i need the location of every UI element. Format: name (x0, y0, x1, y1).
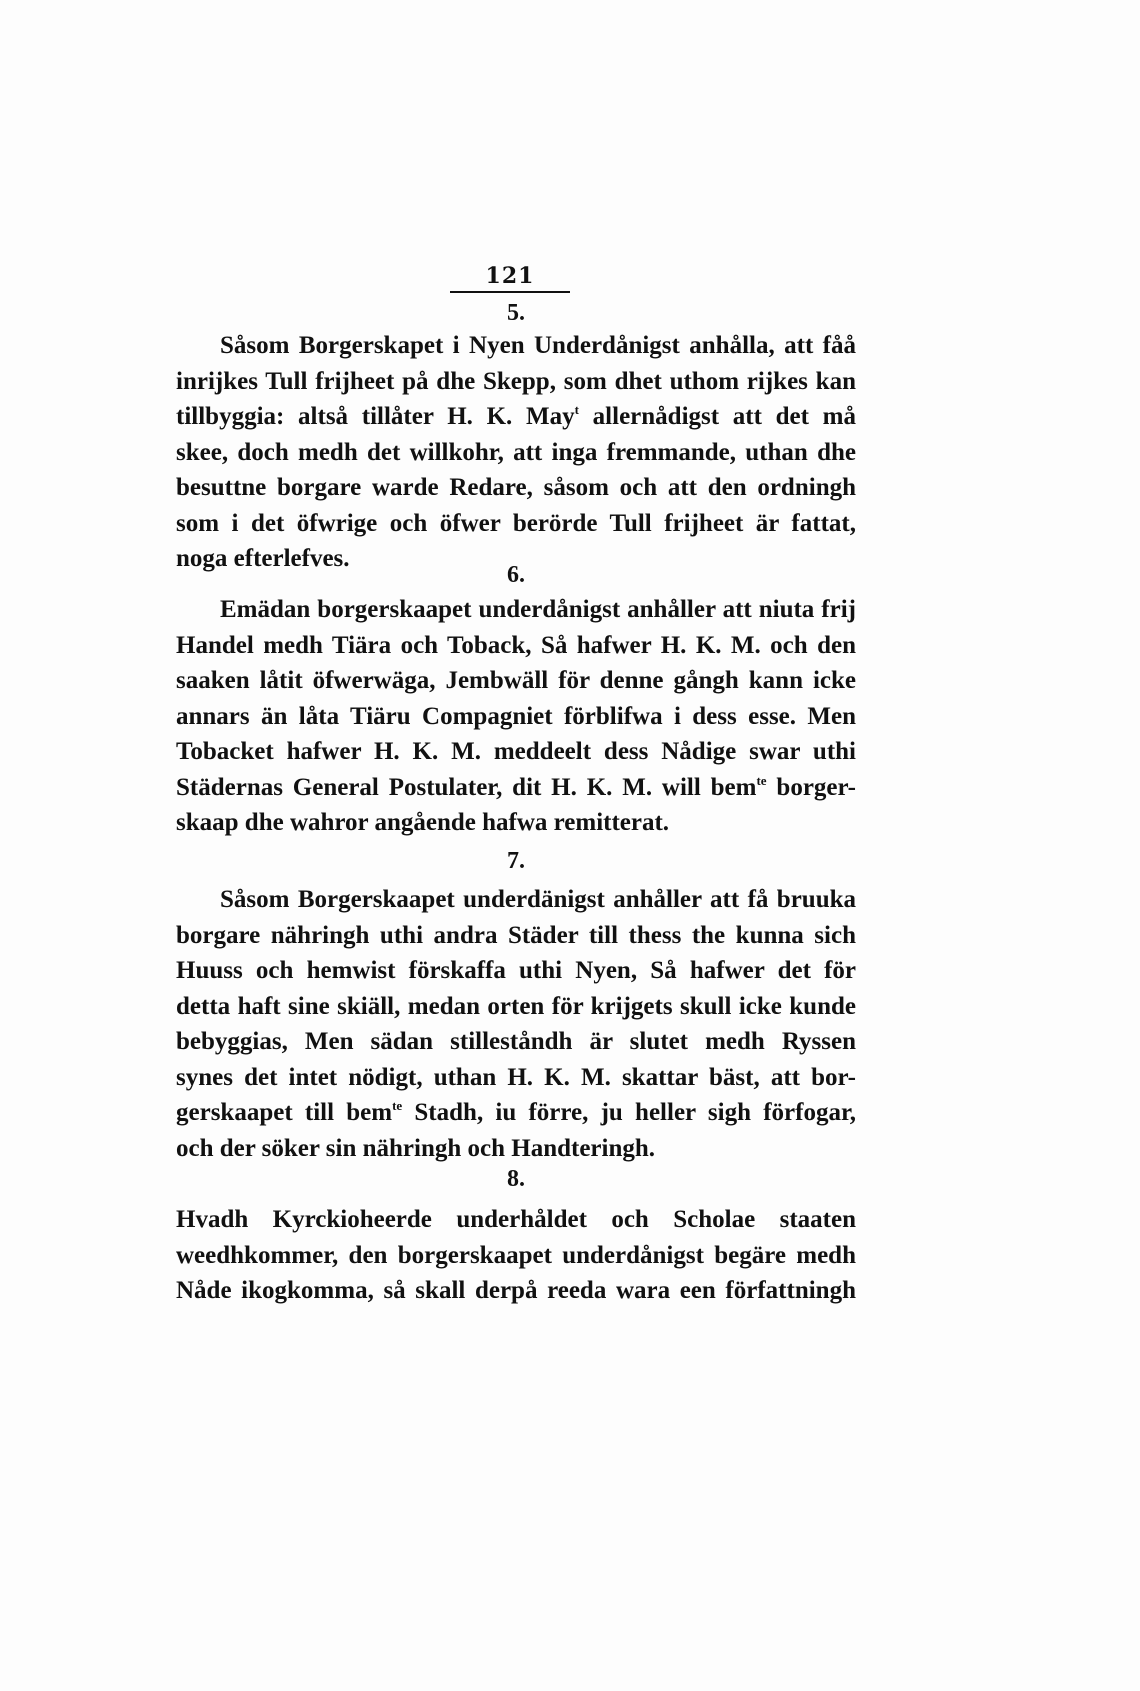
text-line: saaken låtit öfwerwäga, Jembwäll för denne gångh kann icke (176, 667, 856, 694)
page-header (450, 262, 570, 290)
text-line: Handel medh Tiära och Toback, Så hafwer H. K. M. och den (176, 631, 856, 659)
paragraph (176, 328, 856, 577)
text-line: besuttne borgare warde Redare, såsom och att den ordningh (176, 474, 856, 501)
page-number: 121 (485, 263, 535, 289)
section-number: 6. (507, 562, 525, 588)
superscript: t (574, 402, 579, 417)
text-line: inrijkes Tull frijheet på dhe Skepp, som dhet uthom rijkes kan (176, 367, 856, 395)
text-line: Hvadh Kyrckioheerde underhåldet och Scholae staaten (176, 1206, 856, 1233)
text-line: Tobacket hafwer H. K. M. meddeelt dess Nådige swar uthi (176, 738, 856, 765)
text-line: detta haft sine skiäll, medan orten för krijgets skull icke kunde (176, 992, 856, 1020)
text-line: skee, doch medh det willkohr, att inga fremmande, uthan dhe (176, 438, 856, 466)
section-number: 7. (507, 848, 525, 874)
superscript: te (756, 772, 767, 788)
text-line: synes det intet nödigt, uthan H. K. M. skattar bäst, att bor- (176, 1063, 856, 1091)
text-fragment: borger- (776, 773, 857, 801)
text-line: som i det öfwrige och öfwer berörde Tull frijheet är fattat, (176, 509, 856, 537)
text-line (176, 1095, 856, 1131)
text-line: Emädan borgerskaapet underdånigst anhåller att niuta frij (220, 596, 856, 623)
text-fragment: Stadh, iu förre, ju heller sigh förfogar, (414, 1099, 856, 1126)
paragraph (176, 1202, 856, 1309)
header-rule (450, 291, 570, 293)
text-fragment: Städernas General Postulater, dit H. K. M. will bem (176, 773, 757, 801)
text-line: Såsom Borgerskaapet underdänigst anhåller att få bruuka (220, 886, 856, 913)
text-line: skaap dhe wahror angående hafwa remitterat. (176, 809, 670, 836)
text-line: weedhkommer, den borgerskaapet underdånigst begäre medh (176, 1241, 856, 1269)
text-line: Huuss och hemwist förskaffa uthi Nyen, Så hafwer det för (176, 957, 856, 984)
text-line: Nåde ikogkomma, så skall derpå reeda wara een författningh (176, 1277, 856, 1304)
text-line (176, 770, 856, 806)
superscript: te (392, 1098, 403, 1113)
section-number: 8. (507, 1166, 525, 1192)
text-line: bebyggias, Men sädan stilleståndh är slutet medh Ryssen (176, 1028, 856, 1055)
text-line: noga efterlefves. (176, 545, 350, 572)
section-number: 5. (507, 300, 525, 326)
text-line (176, 399, 856, 435)
text-fragment: tillbyggia: altså tillåter H. K. May (176, 403, 575, 430)
text-fragment: allernådigst att det må (592, 403, 856, 430)
text-line: annars än låta Tiäru Compagniet förblifwa i dess esse. Men (176, 702, 856, 730)
text-line: Såsom Borgerskapet i Nyen Underdånigst anhålla, att fåå (220, 332, 856, 359)
text-fragment: gerskaapet till bem (176, 1099, 393, 1126)
paragraph (176, 592, 856, 841)
paragraph (176, 882, 856, 1166)
text-line: borgare nähringh uthi andra Städer till thess the kunna sich (176, 921, 856, 949)
text-line: och der söker sin nähringh och Handteringh. (176, 1134, 656, 1162)
